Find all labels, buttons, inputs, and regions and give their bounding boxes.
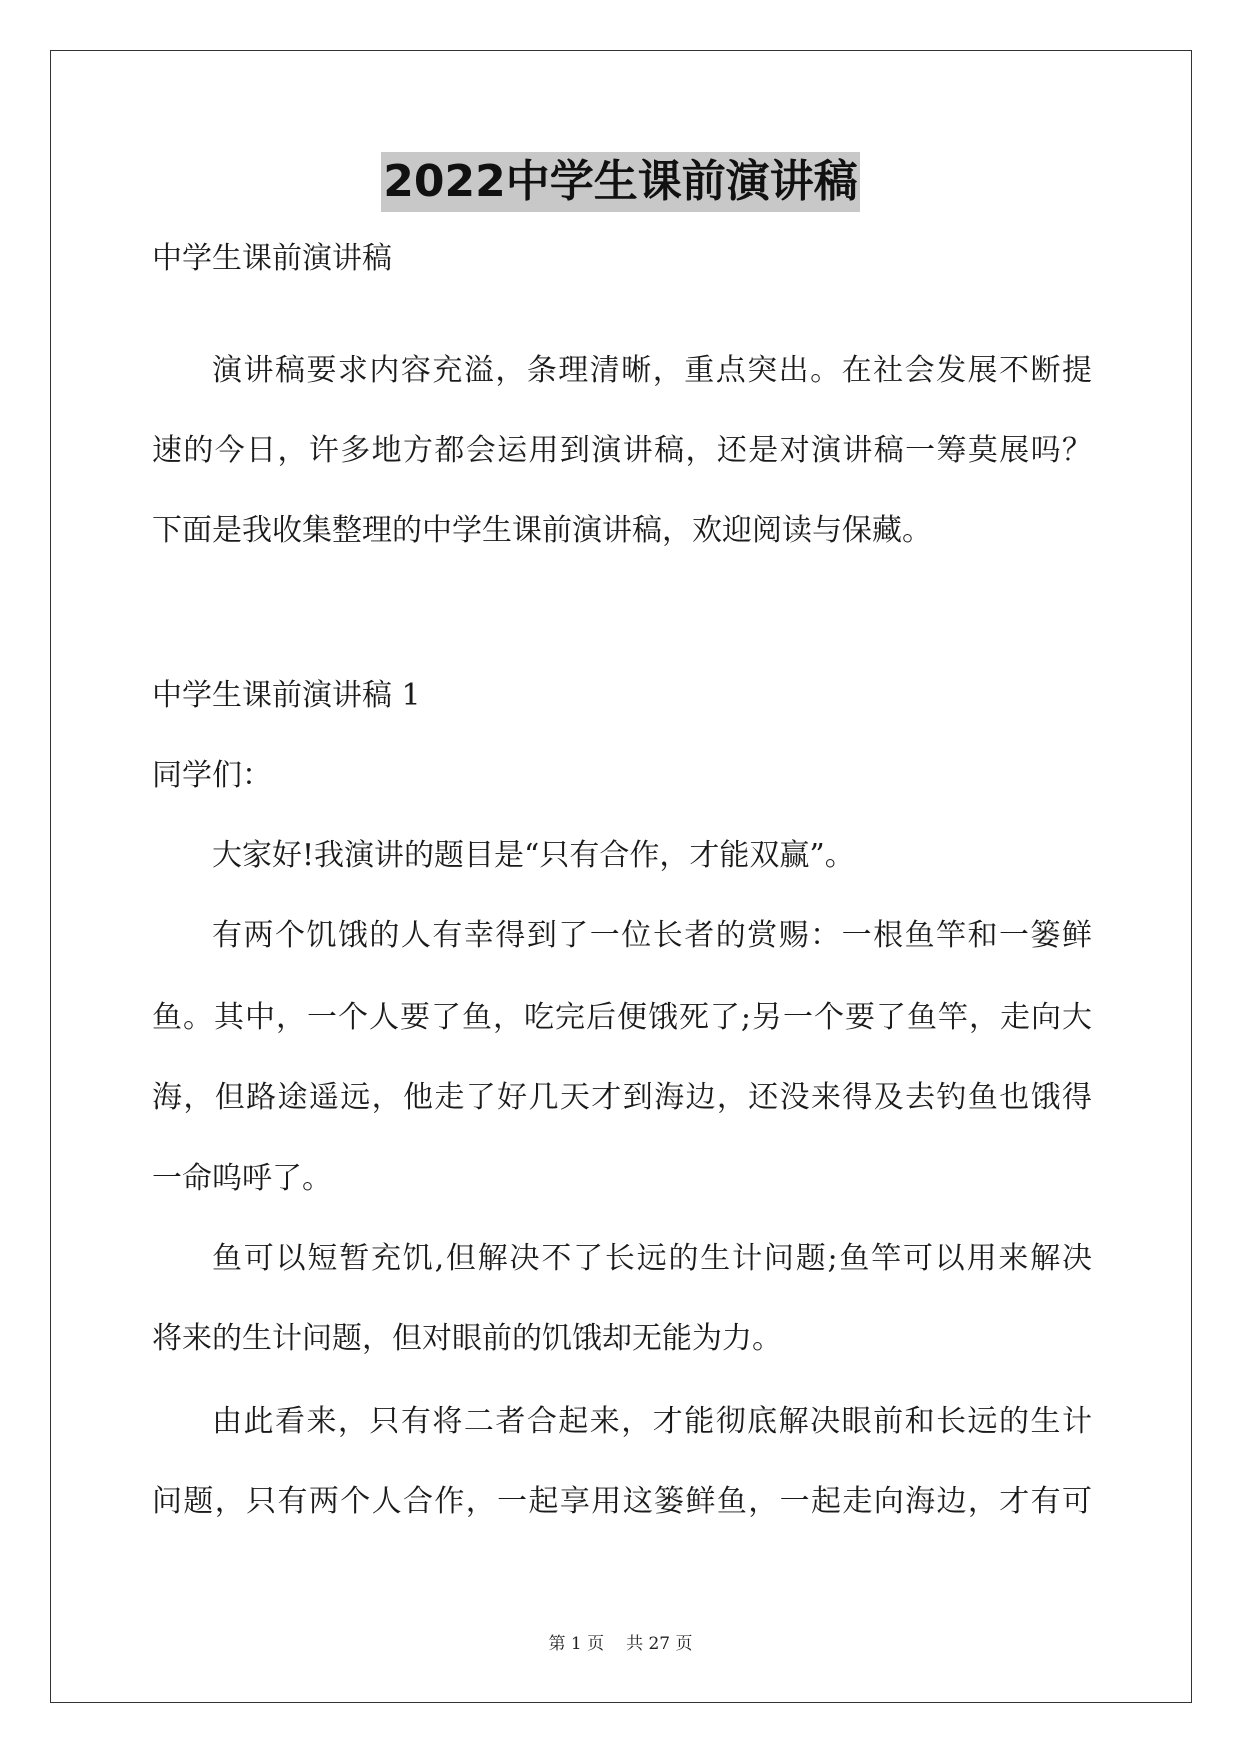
title-container (0, 152, 1241, 212)
body-line: 同学们： (152, 758, 272, 793)
page-footer (0, 1632, 1241, 1656)
body-line: 问题，只有两个人合作，一起享用这篓鲜鱼，一起走向海边，才有可 (152, 1484, 1092, 1519)
page-number: 第 1 页 (548, 1634, 605, 1654)
body-line: 下面是我收集整理的中学生课前演讲稿，欢迎阅读与保藏。 (152, 513, 932, 548)
body-line: 速的今日，许多地方都会运用到演讲稿，还是对演讲稿一筹莫展吗？ (152, 433, 1092, 468)
body-line: 海，但路途遥远，他走了好几天才到海边，还没来得及去钓鱼也饿得 (152, 1080, 1092, 1115)
section-heading: 中学生课前演讲稿 1 (152, 678, 421, 713)
body-line: 有两个饥饿的人有幸得到了一位长者的赏赐：一根鱼竿和一篓鲜 (212, 918, 1092, 953)
body-line: 鱼。其中，一个人要了鱼，吃完后便饿死了;另一个要了鱼竿，走向大 (152, 1000, 1092, 1035)
document-title: 2022中学生课前演讲稿 (381, 152, 859, 212)
body-line: 将来的生计问题，但对眼前的饥饿却无能为力。 (152, 1321, 782, 1356)
body-line: 中学生课前演讲稿 (152, 241, 392, 276)
body-line: 大家好!我演讲的题目是“只有合作，才能双赢”。 (212, 838, 855, 873)
body-line: 由此看来，只有将二者合起来，才能彻底解决眼前和长远的生计 (212, 1404, 1092, 1439)
body-line: 一命呜呼了。 (152, 1161, 332, 1196)
page-border (50, 50, 1192, 1703)
body-line: 演讲稿要求内容充溢，条理清晰，重点突出。在社会发展不断提 (212, 353, 1092, 388)
page-total: 共 27 页 (626, 1634, 693, 1654)
body-line: 鱼可以短暂充饥,但解决不了长远的生计问题;鱼竿可以用来解决 (212, 1241, 1092, 1276)
